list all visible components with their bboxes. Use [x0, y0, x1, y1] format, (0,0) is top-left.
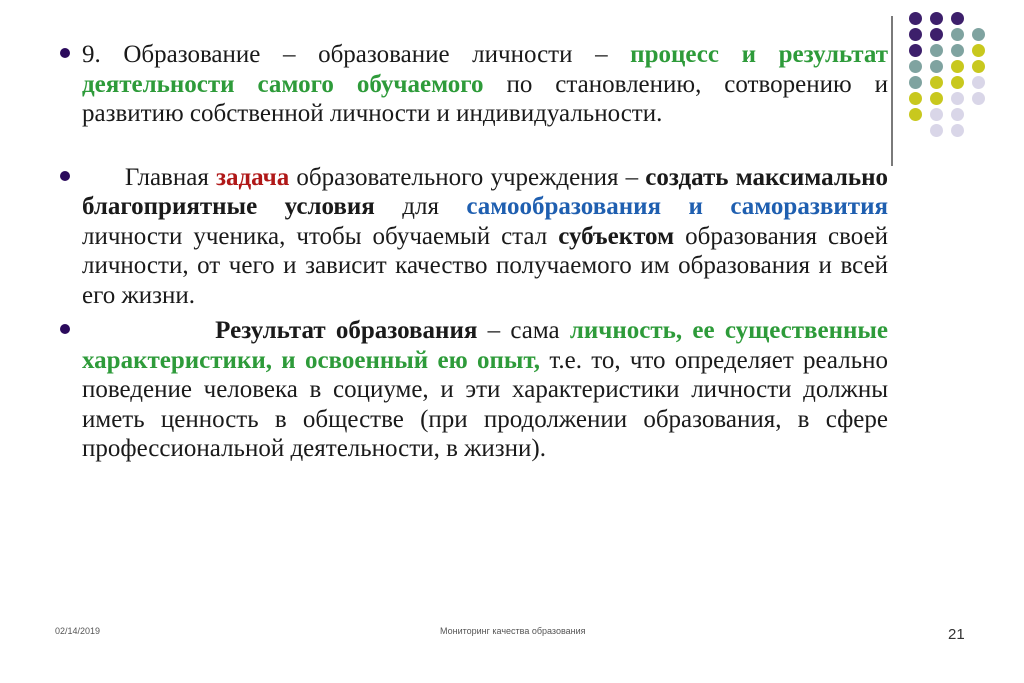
decor-dot: [972, 28, 985, 41]
decor-dot: [972, 76, 985, 89]
bullet-text: 9. Образование – образование личности – процесс и результат деятельности самого обучаемого по становлению, сотворению и развитию собственной личности и индивидуальности.: [82, 41, 888, 127]
decor-dot: [951, 108, 964, 121]
bullet-marker-icon: [60, 171, 70, 181]
decor-dot: [930, 76, 943, 89]
bullet-item: [60, 163, 895, 311]
bullet-item: [60, 316, 895, 464]
decor-dot: [930, 12, 943, 25]
decor-dot: [930, 44, 943, 57]
decor-dot: [951, 28, 964, 41]
decor-dot: [951, 44, 964, 57]
decor-dot: [909, 60, 922, 73]
decor-dot: [909, 12, 922, 25]
decor-dot: [972, 60, 985, 73]
bullet-item: [60, 40, 888, 129]
bullet-text: Главная задача образовательного учреждения – создать максимально благоприятные условия для самообразования и саморазвития личности ученика, чтобы обучаемый стал субъектом образования своей личности, от чего и зависит качество получаемого им образования и всей его жизни.: [82, 163, 895, 309]
bullet-marker-icon: [60, 48, 70, 58]
footer-title: Мониторинг качества образования: [440, 626, 586, 636]
decor-dot: [930, 124, 943, 137]
decor-dot: [951, 12, 964, 25]
decor-dot: [951, 76, 964, 89]
bullet-marker-icon: [60, 324, 70, 334]
decor-dot: [951, 60, 964, 73]
decor-dot: [930, 108, 943, 121]
decor-dot: [909, 92, 922, 105]
page-number: 21: [948, 626, 965, 643]
footer-date: 02/14/2019: [55, 626, 101, 636]
decor-dot: [909, 76, 922, 89]
decor-dot: [930, 28, 943, 41]
bullet-text: Результат образования – сама личность, ее существенные характеристики, и освоенный ею опыт, т.е. то, что определяет реально поведение человека в социуме, и эти характеристики личности должны иметь ценность в обществе (при продолжении образования, в сфере профессиональной деятельности, в жизни).: [82, 317, 895, 462]
decor-dot: [972, 92, 985, 105]
decor-dot: [909, 44, 922, 57]
decor-dot: [909, 108, 922, 121]
decor-dot: [909, 28, 922, 41]
decor-dot: [930, 60, 943, 73]
decor-dot: [951, 124, 964, 137]
decor-dot: [930, 92, 943, 105]
decor-dot: [951, 92, 964, 105]
decor-dot: [972, 44, 985, 57]
slide-content: [60, 40, 895, 464]
divider-line: [891, 16, 893, 166]
decorative-dot-grid: [909, 12, 1009, 148]
